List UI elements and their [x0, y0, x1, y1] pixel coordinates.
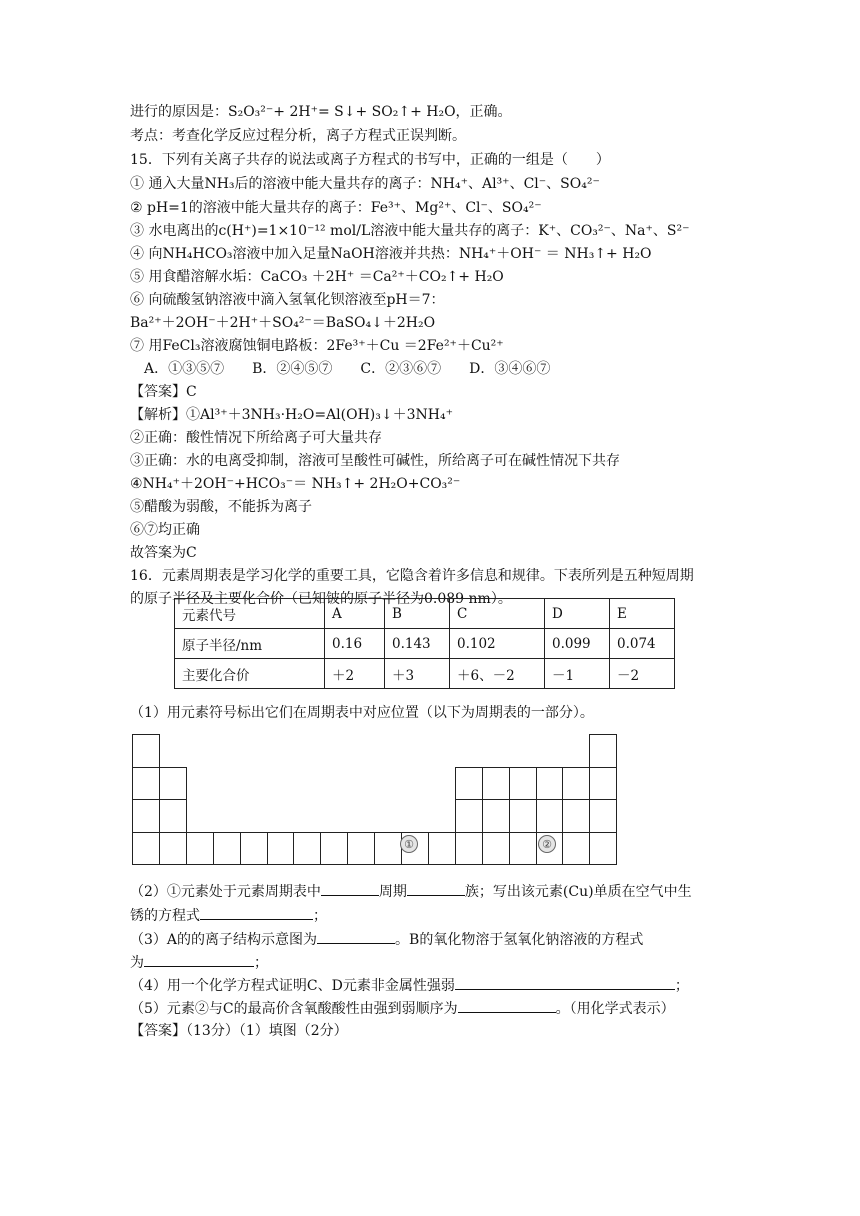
statement-6: ⑥ 向硫酸氢钠溶液中滴入氢氧化钡溶液至pH＝7：: [130, 292, 445, 308]
periodic-table-cell: [562, 767, 590, 800]
answer-options: A．①③⑤⑦ B．②④⑤⑦ C．②③⑥⑦ D．③④⑥⑦: [130, 361, 551, 377]
periodic-table-cell: [186, 832, 214, 865]
periodic-table-cell: [159, 799, 187, 833]
periodic-table-cell: [589, 767, 617, 800]
periodic-table-cell: [159, 767, 187, 800]
q3-text: ；: [254, 955, 268, 971]
table-cell: E: [610, 599, 675, 629]
statement-5: ⑤ 用食醋溶解水垢：CaCO₃ ＋2H⁺ ＝Ca²⁺＋CO₂↑+ H₂O: [130, 269, 504, 285]
q3-text: 。B的氧化物溶于氢氧化钠溶液的方程式: [395, 932, 644, 948]
periodic-table-cell: [589, 734, 617, 768]
q2-text: 锈的方程式: [130, 908, 200, 924]
periodic-table-cell: [509, 832, 537, 865]
table-cell: 0.074: [610, 629, 675, 659]
table-cell: 0.099: [545, 629, 610, 659]
table-cell: 0.143: [385, 629, 450, 659]
conclusion-line: 故答案为C: [130, 545, 197, 561]
periodic-table-cell: [132, 767, 160, 800]
periodic-table-cell: [320, 832, 348, 865]
periodic-table-cell: [482, 767, 510, 800]
sub-question-5: [130, 997, 740, 1020]
sub-question-4: [130, 974, 740, 997]
periodic-table-cell: [562, 799, 590, 833]
periodic-table-cell: [455, 767, 483, 800]
analysis-line: ⑥⑦均正确: [130, 522, 200, 538]
periodic-table-cell: [455, 799, 483, 833]
sub-question-2-cont: [130, 904, 740, 927]
periodic-table-cell: [562, 832, 590, 865]
periodic-table-cell: [267, 832, 294, 865]
answer-blank[interactable]: [321, 880, 379, 896]
periodic-table-cell: [132, 734, 160, 768]
table-cell: －1: [545, 659, 610, 689]
answer-line: 【答案】（13分）（1）填图（2分）: [130, 1023, 348, 1039]
periodic-table-cell: [589, 832, 617, 865]
q2-text: ；: [313, 908, 327, 924]
sub-question-3: [130, 928, 740, 951]
answer-blank[interactable]: [458, 997, 556, 1013]
q4-text: （4）用一个化学方程式证明C、D元素非金属性强弱: [130, 978, 455, 994]
q3-text: 为: [130, 955, 144, 971]
table-row: [175, 629, 675, 659]
periodic-table-cell: [132, 832, 160, 865]
answer-blank[interactable]: [455, 974, 675, 990]
periodic-table-cell: [159, 832, 187, 865]
table-row: [175, 599, 675, 629]
q5-text: 。（用化学式表示）: [555, 1001, 675, 1017]
table-cell: 主要化合价: [175, 659, 325, 689]
periodic-table-cell: [536, 799, 563, 833]
table-cell: 0.16: [325, 629, 385, 659]
table-cell: A: [325, 599, 385, 629]
periodic-table-cell: [132, 799, 160, 833]
periodic-table-fragment: [132, 734, 616, 864]
question-16-title-cont: 的原子半径及主要化合价（已知铍的原子半径为0.089 nm）。: [130, 591, 512, 607]
periodic-table-cell: [509, 767, 537, 800]
answer-blank[interactable]: [317, 928, 395, 944]
periodic-table-cell: [213, 832, 241, 865]
element-data-table: [174, 598, 675, 689]
q2-text: 族；写出该元素(Cu)单质在空气中生: [464, 884, 692, 900]
answer-blank[interactable]: [144, 951, 254, 967]
table-row: [175, 659, 675, 689]
periodic-table-cell: [240, 832, 268, 865]
sub-question-1: （1）用元素符号标出它们在周期表中对应位置（以下为周期表的一部分）。: [130, 705, 594, 721]
q4-text: ；: [674, 978, 689, 994]
question-15-title: 15．下列有关离子共存的说法或离子方程式的书写中，正确的一组是（ ）: [130, 152, 610, 168]
marker-1: ①: [400, 835, 418, 853]
q2-text: 周期: [378, 884, 407, 900]
periodic-table-cell: [374, 832, 402, 865]
table-cell: 0.102: [450, 629, 545, 659]
answer-blank[interactable]: [407, 880, 465, 896]
periodic-table-cell: [536, 767, 563, 800]
periodic-table-cell: [455, 832, 483, 865]
table-cell: ＋3: [385, 659, 450, 689]
statement-1: ① 通入大量NH₃后的溶液中能大量共存的离子：NH₄⁺、Al³⁺、Cl⁻、SO₄²⁻: [130, 176, 600, 192]
analysis-line: ②正确：酸性情况下所给离子可大量共存: [130, 430, 382, 446]
analysis-line: 【解析】①Al³⁺＋3NH₃·H₂O=Al(OH)₃↓＋3NH₄⁺: [130, 407, 453, 423]
table-cell: 元素代号: [175, 599, 325, 629]
periodic-table-cell: [509, 799, 537, 833]
analysis-line: ③正确：水的电离受抑制，溶液可呈酸性可碱性，所给离子可在碱性情况下共存: [130, 453, 620, 469]
text-line: 进行的原因是：S₂O₃²⁻+ 2H⁺= S↓+ SO₂↑+ H₂O，正确。: [130, 104, 512, 120]
periodic-table-cell: [428, 832, 456, 865]
table-cell: D: [545, 599, 610, 629]
periodic-table-cell: [482, 832, 510, 865]
statement-3: ③ 水电离出的c(H⁺)=1×10⁻¹² mol/L溶液中能大量共存的离子：K⁺、CO₃²⁻、Na⁺、S²⁻: [130, 223, 690, 239]
table-cell: C: [450, 599, 545, 629]
periodic-table-cell: [347, 832, 375, 865]
table-cell: －2: [610, 659, 675, 689]
statement-2: ② pH=1的溶液中能大量共存的离子：Fe³⁺、Mg²⁺、Cl⁻、SO₄²⁻: [130, 200, 542, 216]
q5-text: （5）元素②与C的最高价含氧酸酸性由强到弱顺序为: [130, 1001, 458, 1017]
table-cell: 原子半径/nm: [175, 629, 325, 659]
analysis-line: ⑤醋酸为弱酸，不能拆为离子: [130, 499, 312, 515]
statement-7: ⑦ 用FeCl₃溶液腐蚀铜电路板：2Fe³⁺＋Cu ＝2Fe²⁺＋Cu²⁺: [130, 338, 504, 354]
analysis-line: ④NH₄⁺＋2OH⁻+HCO₃⁻＝ NH₃↑+ 2H₂O+CO₃²⁻: [130, 476, 461, 492]
sub-question-2: [130, 880, 740, 903]
statement-4: ④ 向NH₄HCO₃溶液中加入足量NaOH溶液并共热：NH₄⁺＋OH⁻ ＝ NH₃↑+ H₂O: [130, 246, 652, 262]
answer-line: 【答案】C: [130, 384, 197, 400]
sub-question-3-cont: [130, 951, 740, 974]
statement-6-equation: Ba²⁺＋2OH⁻＋2H⁺＋SO₄²⁻＝BaSO₄↓＋2H₂O: [130, 315, 436, 331]
text-line: 考点：考查化学反应过程分析，离子方程式正误判断。: [130, 128, 466, 144]
q2-text: （2）①元素处于元素周期表中: [130, 884, 321, 900]
periodic-table-cell: [293, 832, 321, 865]
answer-blank[interactable]: [200, 904, 313, 920]
q3-text: （3）A的的离子结构示意图为: [130, 932, 318, 948]
marker-2: ②: [538, 835, 556, 853]
periodic-table-cell: [482, 799, 510, 833]
question-16-title: 16．元素周期表是学习化学的重要工具，它隐含着许多信息和规律。下表所列是五种短周期: [130, 568, 694, 584]
table-cell: ＋2: [325, 659, 385, 689]
table-cell: ＋6、－2: [450, 659, 545, 689]
periodic-table-cell: [589, 799, 617, 833]
table-cell: B: [385, 599, 450, 629]
